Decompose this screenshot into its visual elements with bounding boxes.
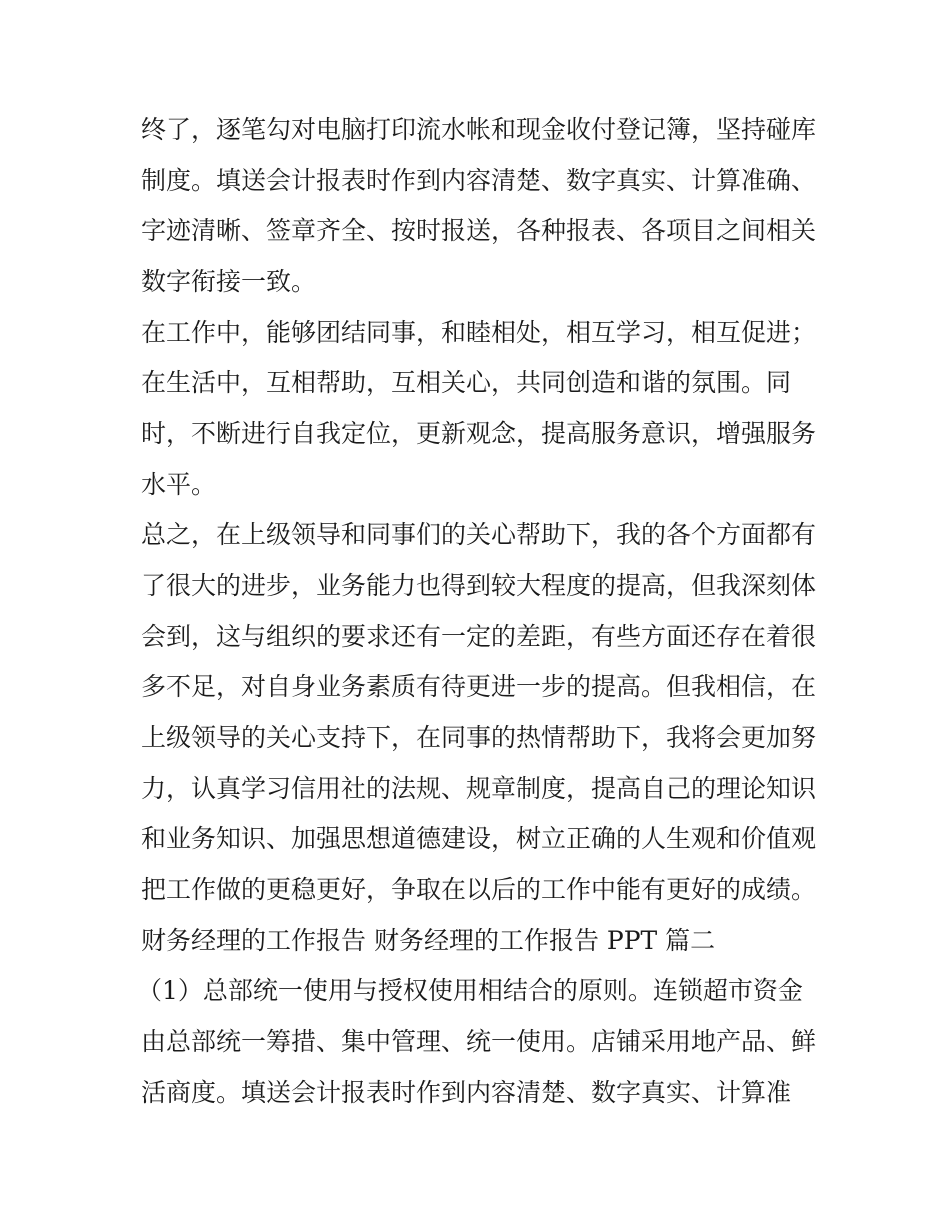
text-line-11: 会到，这与组织的要求还有一定的差距，有些方面还存在着很 — [141, 622, 817, 651]
text-line-7: 时，不断进行自我定位，更新观念，提高服务意识，增强服务 — [141, 419, 817, 448]
text-line-14: 力，认真学习信用社的法规、规章制度，提高自己的理论知识 — [141, 774, 817, 803]
text-line-15: 和业务知识、加强思想道德建设，树立正确的人生观和价值观 — [141, 824, 817, 853]
text-line-12: 多不足，对自身业务素质有待更进一步的提高。但我相信，在 — [141, 672, 817, 701]
text-line-4: 数字衔接一致。 — [141, 267, 317, 296]
section-heading: 财务经理的工作报告 财务经理的工作报告 PPT 篇二 — [141, 926, 716, 955]
text-line-6: 在生活中，互相帮助，互相关心，共同创造和谐的氛围。同 — [141, 368, 792, 397]
text-line-2: 制度。填送会计报表时作到内容清楚、数字真实、计算准确、 — [141, 166, 817, 195]
text-line-20: 活商度。填送会计报表时作到内容清楚、数字真实、计算准 — [141, 1078, 792, 1107]
text-line-8: 水平。 — [141, 470, 217, 499]
text-line-9: 总之，在上级领导和同事们的关心帮助下，我的各个方面都有 — [141, 520, 817, 549]
text-line-19: 由总部统一筹措、集中管理、统一使用。店铺采用地产品、鲜 — [141, 1027, 817, 1056]
text-line-13: 上级领导的关心支持下，在同事的热情帮助下，我将会更加努 — [141, 723, 817, 752]
text-line-5: 在工作中，能够团结同事，和睦相处，相互学习，相互促进； — [141, 318, 817, 347]
text-line-1: 终了，逐笔勾对电脑打印流水帐和现金收付登记簿，坚持碰库 — [141, 115, 817, 144]
text-line-18: （1）总部统一使用与授权使用相结合的原则。连锁超市资金 — [137, 976, 803, 1005]
text-line-3: 字迹清晰、签章齐全、按时报送，各种报表、各项目之间相关 — [141, 216, 817, 245]
text-line-10: 了很大的进步，业务能力也得到较大程度的提高，但我深刻体 — [141, 571, 817, 600]
text-line-16: 把工作做的更稳更好，争取在以后的工作中能有更好的成绩。 — [141, 875, 817, 904]
